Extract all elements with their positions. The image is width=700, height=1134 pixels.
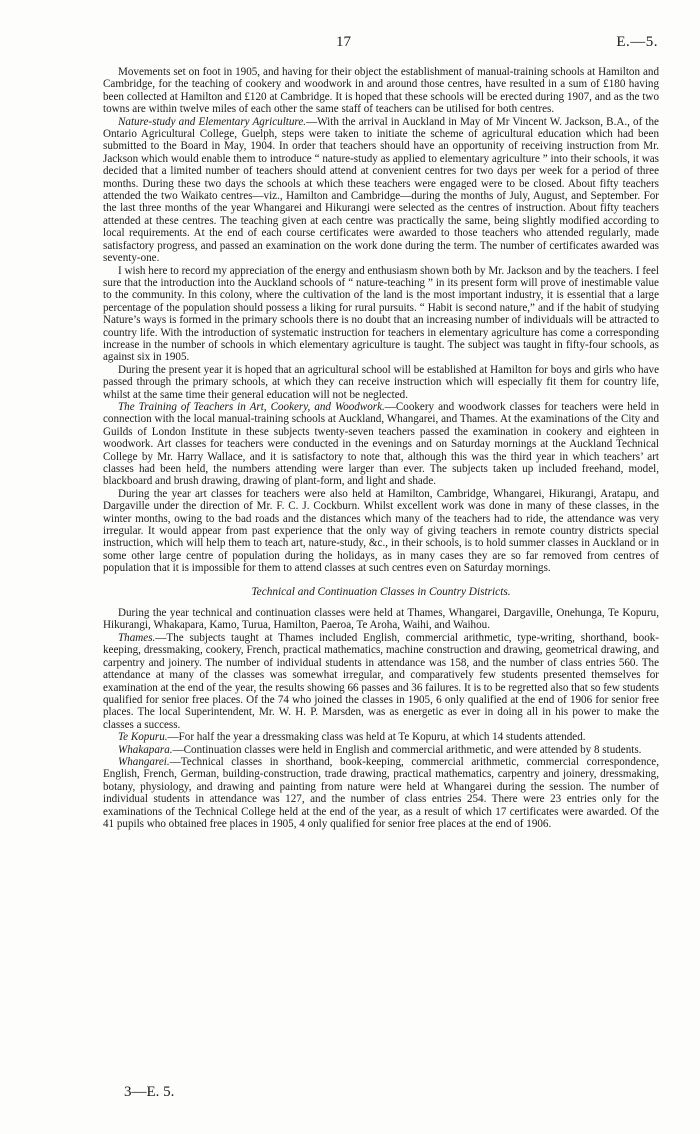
paragraph [103, 731, 659, 743]
paragraph-text: —With the arrival in Auckland in May of Mr Vincent W. Jackson, B.A., of the Ontario Agricultural College, Guelph, steps were taken to initiate the scheme of agricultural education which had been submitted to the Board in May, 1904. In order that teachers should have an opportunity of receiving instruction from Mr. Jackson which would enable them to introduce “ nature-study as applied to elementary agriculture ” into their schools, it was decided that a limited number of teachers should attend at convenient centres for two days per week for a period of three months. During these two days the schools at which these teachers were engaged were to be closed. About fifty teachers attended the two Waikato centres—viz., Hamilton and Cambridge—during the months of July, August, and September. For the last three months of the year Whangarei and Hikurangi were selected as the centres of instruction. About fifty teachers attended at these centres. The teaching given at each centre was practically the same, being slightly modified according to local requirements. At the end of each course certificates were awarded to those teachers who attended regularly, made satisfactory progress, and passed an examination on the work done during the term. The number of certificates awarded was seventy-one. [103, 115, 659, 265]
paragraph-text: —The subjects taught at Thames included English, commercial arithmetic, type-writing, shorthand, book-keeping, dressmaking, cookery, French, practical mathematics, machine construction and drawing, geometrical drawing, and carpentry and joinery. The number of individual students in attendance was 158, and the number of class entries 560. The attendance at many of the classes was somewhat irregular, and comparatively few students presented themselves for examination at the end of the year, the results showing 66 passes and 36 failures. It is to be regretted also that so few students qualified for senior free places. Of the 74 who joined the classes in 1905, 6 only qualified at the end of 1906 for senior free places. The local Superintendent, Mr. W. H. P. Marsden, was as energetic as ever in doing all in his power to make the classes a success. [103, 631, 659, 731]
paragraph-lead: Whangarei. [118, 755, 170, 768]
paragraph-lead: Te Kopuru. [118, 731, 168, 744]
paragraph [103, 66, 659, 116]
paragraph [103, 756, 659, 830]
paragraph [103, 265, 659, 364]
page-number: 17 [336, 34, 351, 50]
paragraph-lead: Nature-study and Elementary Agriculture. [118, 115, 307, 128]
page-signature: 3—E. 5. [124, 1084, 175, 1100]
paragraph-text: —Continuation classes were held in English and commercial arithmetic, and were attended by 8 students. [172, 743, 642, 756]
paragraph-text: During the year technical and continuation classes were held at Thames, Whangarei, Dargaville, Onehunga, Te Kopuru, Hikurangi, Whakapara, Kamo, Turua, Hamilton, Paeroa, Te Aroha, Waihi, and Waihou. [103, 607, 659, 632]
paragraph-lead: Thames. [118, 631, 156, 644]
paragraph [103, 401, 659, 488]
section-heading: Technical and Continuation Classes in Country Districts. [251, 585, 511, 598]
paragraph [103, 744, 659, 756]
paragraph-text: During the year art classes for teachers were also held at Hamilton, Cambridge, Whangarei, Hikurangi, Aratapu, and Dargaville under the direction of Mr. F. C. J. Cockburn. Whilst excellent work was done in many of these classes, in the winter months, owing to the bad roads and the distances which many of the teachers had to ride, the attendance was very irregular. It would appear from past experience that the only way of giving teachers in remote country districts special instruction, which will help them to teach art, nature-study, &c., in their schools, is to hold summer classes in Auckland or in some other large centre of population during the holidays, as in many cases they are so far removed from centres of population that it is impossible for them to attend classes at such centres even on Saturday mornings. [103, 487, 659, 575]
paragraph [103, 607, 659, 632]
paragraph [103, 488, 659, 575]
paragraph-text: During the present year it is hoped that an agricultural school will be established at Hamilton for boys and girls who have passed through the primary schools, at which they can receive instruction which will especially fit them for country life, whilst at the same time their general education will not be neglected. [103, 363, 659, 401]
body-text [103, 66, 659, 830]
paragraph-text: —For half the year a dressmaking class was held at Te Kopuru, at which 14 students attended. [167, 731, 586, 744]
paragraph-lead: The Training of Teachers in Art, Cookery, and Woodwork. [118, 400, 385, 413]
page-header [0, 34, 700, 54]
document-reference: E.—5. [616, 34, 658, 50]
paragraph-text: Movements set on foot in 1905, and having for their object the establishment of manual-training schools at Hamilton and Cambridge, for the teaching of cookery and woodwork in and around those centres, have resulted in a sum of £180 having been collected at Hamilton and £120 at Cambridge. It is hoped that these schools will be erected during 1907, and as the two towns are within twelve miles of each other the same staff of teachers can be utilised for both centres. [103, 66, 659, 116]
paragraph-text: —Cookery and woodwork classes for teachers were held in connection with the local manual-training schools at Auckland, Whangarei, and Thames. At the examinations of the City and Guilds of London Institute in these subjects twenty-seven teachers passed the examination in cookery and eighteen in woodwork. Art classes for teachers were conducted in the evenings and on Saturday mornings at the Auckland Technical College by Mr. Harry Wallace, and it is satisfactory to note that, although this was the third year in which teachers’ art classes had been held, the numbers attending were larger than ever. The subjects taken up included freehand, model, blackboard and brush drawing, drawing of plant-form, and light and shade. [103, 400, 659, 488]
paragraph [103, 116, 659, 265]
paragraph-text: —Technical classes in shorthand, book-keeping, commercial arithmetic, commercial correspondence, English, French, German, building-construction, trade drawing, practical mathematics, carpentry and joinery, dressmaking, botany, physiology, and drawing and painting from nature were held at Whangarei during the session. The number of individual students in attendance was 127, and the number of class entries 254. There were 23 entries only for the examinations of the Technical College held at the end of the year, as a result of which 17 certificates were awarded. Of the 41 pupils who obtained free places in 1905, 4 only qualified for senior free places at the end of 1906. [103, 755, 659, 830]
paragraph [103, 632, 659, 731]
paragraph [103, 364, 659, 401]
paragraph-text: I wish here to record my appreciation of the energy and enthusiasm shown both by Mr. Jackson and by the teachers. I feel sure that the introduction into the Auckland schools of “ nature-teaching ” in its present form will prove of inestimable value to the community. In this colony, where the cultivation of the land is the most important industry, it is essential that a large percentage of the population should possess a liking for rural pursuits. “ Habit is second nature,” and if the habit of studying Nature’s ways is formed in the primary schools there is no doubt that an increasing number of individuals will be attracted to country life. With the introduction of systematic instruction for teachers in elementary agriculture has come a corresponding increase in the number of schools in which elementary agriculture is taught. The subject was taught in fifty-four schools, as against six in 1905. [103, 264, 659, 364]
paragraph-lead: Whakapara. [118, 743, 173, 756]
